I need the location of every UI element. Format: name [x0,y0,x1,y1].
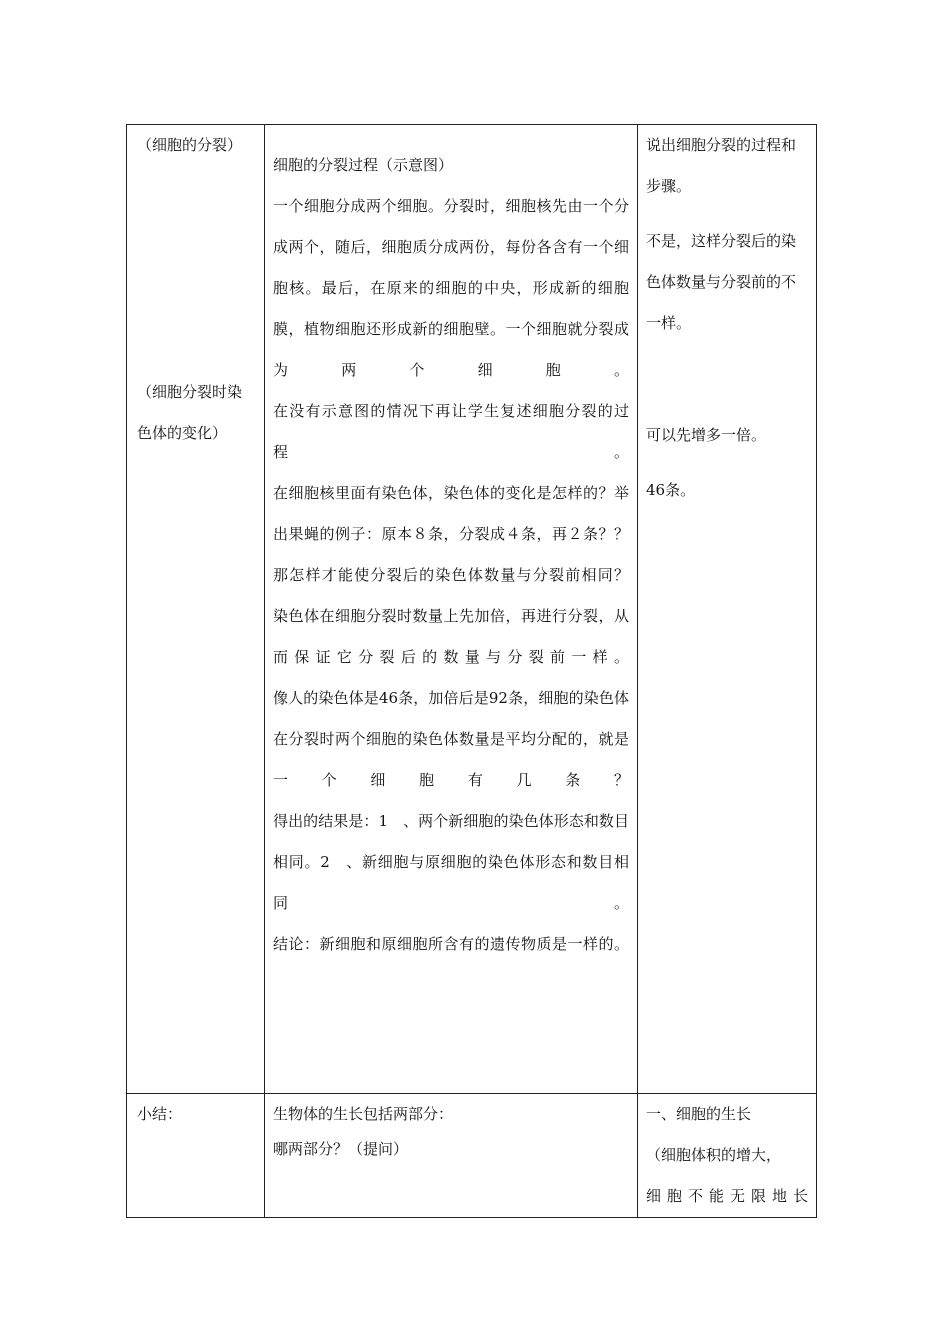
content-paragraph: 像人的染色体是46条，加倍后是92条，细胞的染色体在分裂时两个细胞的染色体数量是平均分配的，就是一个细胞有几条？ [273,689,629,789]
content-paragraph: 一个细胞分成两个细胞。分裂时，细胞核先由一个分成两个，随后，细胞质分成两份，每份各含有一个细胞核。最后，在原来的细胞的中央，形成新的细胞膜，植物细胞还形成新的细胞壁。一个细胞就分裂成为两个细胞。 [273,197,629,379]
content-paragraph: 细胞的分裂过程（示意图） [273,156,454,174]
topic-cell [127,125,265,1094]
topic-chromosome-change: （细胞分裂时染色体的变化） [137,383,243,442]
content-paragraph: 那怎样才能使分裂后的染色体数量与分裂前相同？ [273,566,629,584]
summary-activity-line: 细胞不能无限地长 [646,1187,808,1205]
lesson-plan-table [126,124,817,1218]
content-paragraph: 结论：新细胞和原细胞所含有的遗传物质是一样的。 [273,935,629,953]
teaching-content-cell [265,125,638,1094]
content-paragraph: 得出的结果是：1 、两个新细胞的染色体形态和数目相同。2 、新细胞与原细胞的染色体形态和数目相同。 [273,812,629,912]
table-row [127,125,817,1094]
activity-paragraph: 可以先增多一倍。 [646,426,767,444]
summary-content-cell [265,1094,638,1218]
activity-paragraph: 不是，这样分裂后的染色体数量与分裂前的不一样。 [646,232,797,332]
summary-paragraph: 哪两部分？（提问） [273,1140,409,1158]
summary-paragraph: 生物体的生长包括两部分： [273,1105,454,1123]
content-paragraph: 在细胞核里面有染色体，染色体的变化是怎样的？举出果蝇的例子：原本８条，分裂成４条，再２条？？ [273,484,629,543]
table-row [127,1094,817,1218]
summary-activity-cell [638,1094,817,1218]
summary-activity-line: 一、细胞的生长 [646,1105,752,1123]
activity-paragraph: 46条。 [646,481,696,499]
content-paragraph: 染色体在细胞分裂时数量上先加倍，再进行分裂，从而保证它分裂后的数量与分裂前一样。 [273,607,629,666]
summary-activity-line: （细胞体积的增大， [646,1146,782,1164]
summary-label-cell [127,1094,265,1218]
activity-paragraph: 说出细胞分裂的过程和步骤。 [646,136,797,195]
content-paragraph: 在没有示意图的情况下再让学生复述细胞分裂的过程。 [273,402,629,461]
summary-label: 小结： [137,1105,183,1123]
topic-cell-division: （细胞的分裂） [137,136,243,154]
student-activity-cell [638,125,817,1094]
